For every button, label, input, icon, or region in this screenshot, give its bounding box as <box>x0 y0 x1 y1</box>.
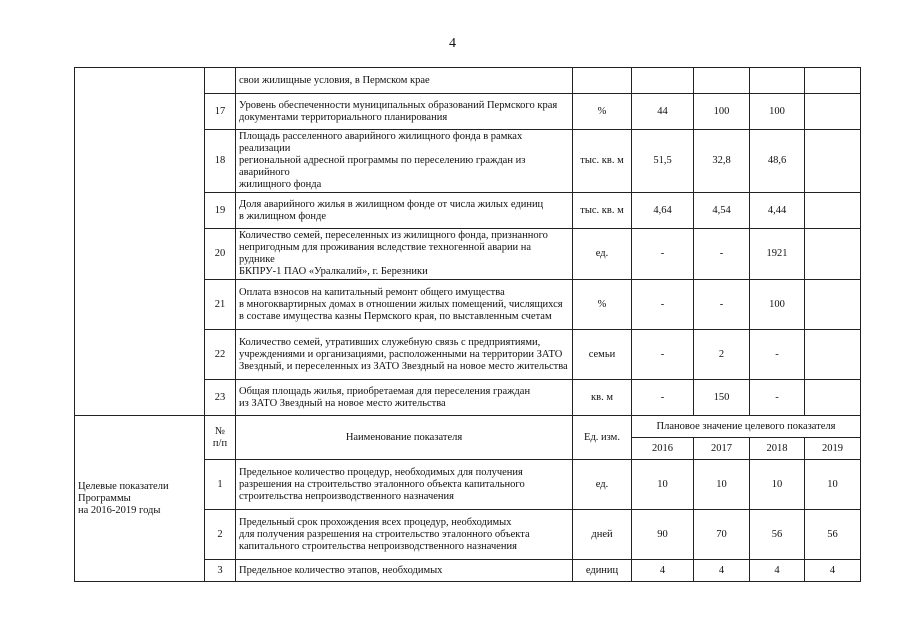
value-cell: 4 <box>750 560 805 582</box>
row-number: 22 <box>205 330 236 380</box>
value-cell <box>805 330 861 380</box>
row-number: 1 <box>205 460 236 510</box>
value-cell: 56 <box>750 510 805 560</box>
value-cell: 10 <box>750 460 805 510</box>
indicator-name: Предельное количество процедур, необходимых для получения разрешения на строительство эталонного объекта капитального строительства непроизводственного назначения <box>236 460 573 510</box>
row-number: 19 <box>205 193 236 229</box>
indicator-name: Предельное количество этапов, необходимых <box>236 560 573 582</box>
left-empty-cell <box>75 68 205 416</box>
value-cell: 100 <box>694 94 750 130</box>
value-cell <box>750 68 805 94</box>
row-number: 23 <box>205 380 236 416</box>
value-cell: 4 <box>632 560 694 582</box>
header-unit: Ед. изм. <box>573 416 632 460</box>
value-cell: - <box>632 330 694 380</box>
value-cell: - <box>694 280 750 330</box>
value-cell: 10 <box>632 460 694 510</box>
value-cell: - <box>632 229 694 280</box>
indicator-name: Предельный срок прохождения всех процедур, необходимых для получения разрешения на строительство эталонного объекта капитального строительства непроизводственного назначения <box>236 510 573 560</box>
value-cell: 32,8 <box>694 130 750 193</box>
value-cell: 150 <box>694 380 750 416</box>
value-cell: 100 <box>750 94 805 130</box>
indicator-name: Доля аварийного жилья в жилищном фонде от числа жилых единиц в жилищном фонде <box>236 193 573 229</box>
row-number <box>205 68 236 94</box>
header-plan: Плановое значение целевого показателя <box>632 416 861 438</box>
value-cell: 4,54 <box>694 193 750 229</box>
value-cell <box>805 130 861 193</box>
unit-cell: ед. <box>573 229 632 280</box>
header-year: 2016 <box>632 438 694 460</box>
indicator-name: Общая площадь жилья, приобретаемая для переселения граждан из ЗАТО Звездный на новое место жительства <box>236 380 573 416</box>
value-cell: 4,44 <box>750 193 805 229</box>
unit-cell: % <box>573 280 632 330</box>
unit-cell: единиц <box>573 560 632 582</box>
value-cell <box>805 229 861 280</box>
indicator-name: Количество семей, утративших служебную связь с предприятиями, учреждениями и организациями, расположенными на территории ЗАТО Звездный, и переселенных из ЗАТО Звездный на новое место жительства <box>236 330 573 380</box>
row-number: 21 <box>205 280 236 330</box>
row-number: 2 <box>205 510 236 560</box>
value-cell: 4,64 <box>632 193 694 229</box>
row-number: 20 <box>205 229 236 280</box>
value-cell: - <box>632 380 694 416</box>
value-cell: 10 <box>694 460 750 510</box>
section-label: Целевые показатели Программы на 2016-2019 годы <box>75 416 205 582</box>
header-name: Наименование показателя <box>236 416 573 460</box>
value-cell <box>694 68 750 94</box>
value-cell <box>805 68 861 94</box>
value-cell: 70 <box>694 510 750 560</box>
unit-cell: семьи <box>573 330 632 380</box>
indicators-table <box>74 67 861 582</box>
value-cell <box>805 193 861 229</box>
value-cell: - <box>632 280 694 330</box>
value-cell: 4 <box>694 560 750 582</box>
unit-cell: тыс. кв. м <box>573 193 632 229</box>
value-cell <box>805 94 861 130</box>
indicator-name: Количество семей, переселенных из жилищного фонда, признанного непригодным для проживания вследствие техногенной аварии на руднике БКПРУ-1 ПАО «Уралкалий», г. Березники <box>236 229 573 280</box>
unit-cell: дней <box>573 510 632 560</box>
value-cell: 2 <box>694 330 750 380</box>
header-year: 2019 <box>805 438 861 460</box>
indicator-name: свои жилищные условия, в Пермском крае <box>236 68 573 94</box>
row-number: 3 <box>205 560 236 582</box>
row-number: 17 <box>205 94 236 130</box>
indicator-name: Площадь расселенного аварийного жилищного фонда в рамках реализации региональной адресной программы по переселению граждан из аварийного жилищного фонда <box>236 130 573 193</box>
header-year: 2018 <box>750 438 805 460</box>
unit-cell: тыс. кв. м <box>573 130 632 193</box>
value-cell <box>805 280 861 330</box>
value-cell: 90 <box>632 510 694 560</box>
value-cell: - <box>694 229 750 280</box>
value-cell: 100 <box>750 280 805 330</box>
header-row <box>75 416 861 438</box>
indicator-name: Уровень обеспеченности муниципальных образований Пермского края документами территориального планирования <box>236 94 573 130</box>
value-cell: - <box>750 380 805 416</box>
unit-cell: кв. м <box>573 380 632 416</box>
indicator-name: Оплата взносов на капитальный ремонт общего имущества в многоквартирных домах в отношении жилых помещений, числящихся в составе имущества казны Пермского края, по выставленным счетам <box>236 280 573 330</box>
unit-cell <box>573 68 632 94</box>
value-cell: 51,5 <box>632 130 694 193</box>
value-cell <box>805 380 861 416</box>
unit-cell: % <box>573 94 632 130</box>
page-number: 4 <box>449 36 456 51</box>
value-cell: 1921 <box>750 229 805 280</box>
header-number: № п/п <box>205 416 236 460</box>
value-cell: 44 <box>632 94 694 130</box>
header-year: 2017 <box>694 438 750 460</box>
value-cell: 56 <box>805 510 861 560</box>
value-cell: 4 <box>805 560 861 582</box>
value-cell <box>632 68 694 94</box>
row-number: 18 <box>205 130 236 193</box>
value-cell: 48,6 <box>750 130 805 193</box>
value-cell: - <box>750 330 805 380</box>
value-cell: 10 <box>805 460 861 510</box>
table-row <box>75 68 861 94</box>
unit-cell: ед. <box>573 460 632 510</box>
